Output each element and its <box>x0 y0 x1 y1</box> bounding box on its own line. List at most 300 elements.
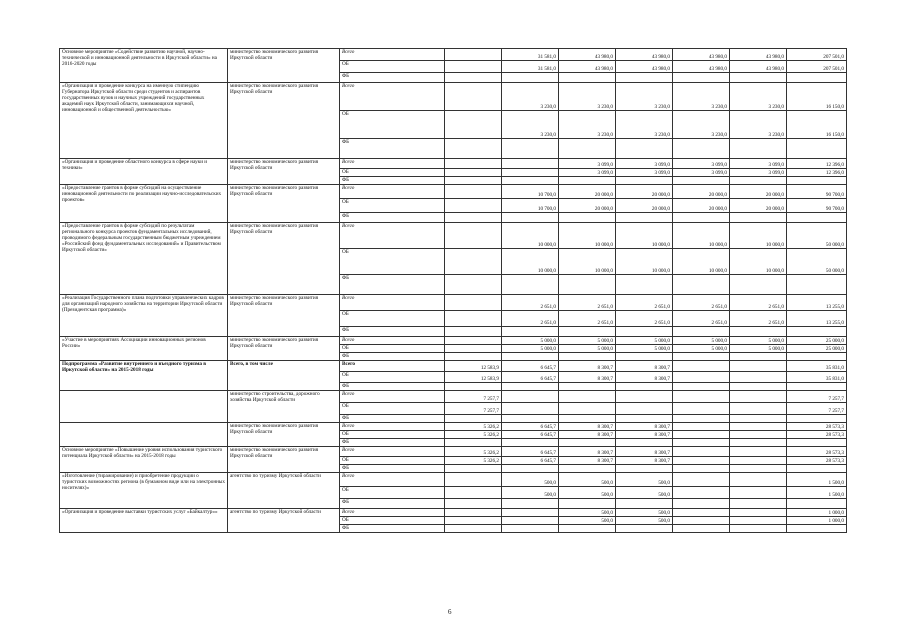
value-cell <box>445 311 502 327</box>
source-cell: ФБ <box>340 275 445 295</box>
value-cell: 28 573,3 <box>787 423 847 431</box>
value-cell: 8 300,7 <box>559 372 616 383</box>
value-cell <box>559 73 616 83</box>
value-cell: 5 000,0 <box>673 345 730 353</box>
table-row <box>60 185 847 199</box>
value-cell: 3 230,0 <box>616 111 673 139</box>
value-cell <box>787 353 847 361</box>
value-cell: 28 573,3 <box>787 447 847 457</box>
value-cell <box>787 439 847 447</box>
value-cell <box>730 213 787 223</box>
value-cell: 20 000,0 <box>616 199 673 213</box>
value-cell <box>787 73 847 83</box>
value-cell: 20 000,0 <box>673 185 730 199</box>
value-cell: 6 645,7 <box>502 431 559 439</box>
value-cell <box>673 517 730 525</box>
table-row <box>60 223 847 249</box>
value-cell <box>616 403 673 415</box>
value-cell <box>445 295 502 311</box>
value-cell: 35 831,0 <box>787 361 847 372</box>
value-cell <box>445 223 502 249</box>
value-cell: 43 980,0 <box>559 61 616 73</box>
value-cell: 3 230,0 <box>502 111 559 139</box>
value-cell <box>673 499 730 509</box>
source-cell: ОБ <box>340 199 445 213</box>
value-cell: 20 000,0 <box>673 199 730 213</box>
table-row <box>60 447 847 457</box>
value-cell <box>730 473 787 487</box>
value-cell: 3 099,0 <box>616 159 673 169</box>
value-cell: 20 000,0 <box>730 185 787 199</box>
table-row <box>60 337 847 345</box>
value-cell: 10 000,0 <box>730 249 787 275</box>
value-cell <box>559 353 616 361</box>
source-cell: ФБ <box>340 139 445 159</box>
value-cell: 12 396,0 <box>787 159 847 169</box>
value-cell: 8 300,7 <box>616 361 673 372</box>
value-cell: 8 300,7 <box>559 457 616 465</box>
value-cell: 8 300,7 <box>559 431 616 439</box>
value-cell <box>787 213 847 223</box>
value-cell <box>616 415 673 423</box>
value-cell: 20 000,0 <box>559 199 616 213</box>
value-cell <box>445 499 502 509</box>
table-row <box>60 361 847 372</box>
value-cell <box>673 372 730 383</box>
value-cell: 2 651,0 <box>730 311 787 327</box>
value-cell: 7 257,7 <box>445 391 502 403</box>
table-row <box>60 509 847 517</box>
value-cell: 2 651,0 <box>502 311 559 327</box>
value-cell <box>673 457 730 465</box>
value-cell: 3 099,0 <box>673 169 730 177</box>
table-row <box>60 423 847 431</box>
value-cell <box>673 423 730 431</box>
value-cell: 8 300,7 <box>616 431 673 439</box>
value-cell <box>730 177 787 185</box>
value-cell: 1 500,0 <box>787 487 847 499</box>
value-cell <box>730 383 787 391</box>
source-cell: Всего <box>340 361 445 372</box>
value-cell <box>730 517 787 525</box>
value-cell <box>559 327 616 337</box>
value-cell: 90 700,0 <box>787 199 847 213</box>
value-cell: 50 000,0 <box>787 223 847 249</box>
value-cell <box>445 139 502 159</box>
source-cell: Всего <box>340 509 445 517</box>
table-row <box>60 391 847 403</box>
value-cell: 28 573,3 <box>787 457 847 465</box>
table-row <box>60 83 847 111</box>
source-cell: ОБ <box>340 345 445 353</box>
value-cell: 2 651,0 <box>559 311 616 327</box>
value-cell <box>502 403 559 415</box>
source-cell: Всего <box>340 159 445 169</box>
value-cell: 43 980,0 <box>559 49 616 61</box>
value-cell: 90 700,0 <box>787 185 847 199</box>
source-cell: ОБ <box>340 403 445 415</box>
value-cell: 5 000,0 <box>730 337 787 345</box>
value-cell <box>730 275 787 295</box>
value-cell <box>616 499 673 509</box>
value-cell: 10 700,0 <box>502 185 559 199</box>
value-cell <box>502 509 559 517</box>
value-cell <box>730 447 787 457</box>
value-cell <box>502 139 559 159</box>
value-cell <box>673 361 730 372</box>
value-cell: 3 230,0 <box>616 83 673 111</box>
value-cell <box>673 353 730 361</box>
source-cell: ФБ <box>340 327 445 337</box>
page-number: 6 <box>448 608 452 616</box>
value-cell <box>787 525 847 533</box>
source-cell: Всего <box>340 337 445 345</box>
value-cell <box>730 439 787 447</box>
value-cell <box>787 499 847 509</box>
value-cell: 3 099,0 <box>730 169 787 177</box>
value-cell <box>673 415 730 423</box>
source-cell: ОБ <box>340 61 445 73</box>
value-cell: 43 980,0 <box>616 49 673 61</box>
value-cell <box>445 473 502 487</box>
value-cell <box>730 509 787 517</box>
value-cell: 10 000,0 <box>673 249 730 275</box>
value-cell <box>502 525 559 533</box>
value-cell <box>673 509 730 517</box>
value-cell: 7 257,7 <box>787 391 847 403</box>
activity-cell <box>60 423 228 447</box>
value-cell <box>559 391 616 403</box>
executor-cell: министерство экономического развития Иркутской области <box>228 223 340 295</box>
value-cell <box>445 415 502 423</box>
value-cell <box>445 111 502 139</box>
value-cell: 500,0 <box>616 487 673 499</box>
value-cell: 8 300,7 <box>559 447 616 457</box>
value-cell <box>673 177 730 185</box>
value-cell: 3 230,0 <box>730 83 787 111</box>
executor-cell: министерство экономического развития Иркутской области <box>228 447 340 473</box>
value-cell <box>673 465 730 473</box>
source-cell: ФБ <box>340 499 445 509</box>
value-cell: 5 326,2 <box>445 431 502 439</box>
value-cell <box>616 439 673 447</box>
activity-cell: «Реализация Государственного плана подготовки управленческих кадров для организаций народного хозяйства на территории Иркутской области (Президентская программа)» <box>60 295 228 337</box>
source-cell: Всего <box>340 49 445 61</box>
value-cell <box>445 337 502 345</box>
value-cell <box>673 139 730 159</box>
value-cell <box>445 517 502 525</box>
value-cell: 2 651,0 <box>616 295 673 311</box>
value-cell <box>730 465 787 473</box>
value-cell <box>445 487 502 499</box>
value-cell <box>559 525 616 533</box>
value-cell: 3 099,0 <box>616 169 673 177</box>
value-cell <box>559 275 616 295</box>
budget-table <box>59 48 847 533</box>
value-cell: 5 000,0 <box>559 345 616 353</box>
source-cell: ФБ <box>340 415 445 423</box>
value-cell: 5 000,0 <box>502 337 559 345</box>
value-cell: 500,0 <box>559 473 616 487</box>
source-cell: ОБ <box>340 487 445 499</box>
source-cell: ОБ <box>340 517 445 525</box>
source-cell: Всего <box>340 83 445 111</box>
value-cell <box>445 61 502 73</box>
value-cell: 12 396,0 <box>787 169 847 177</box>
value-cell <box>616 465 673 473</box>
value-cell <box>445 185 502 199</box>
value-cell <box>559 383 616 391</box>
value-cell: 10 000,0 <box>616 223 673 249</box>
executor-cell: министерство экономического развития Иркутской области <box>228 159 340 185</box>
value-cell: 500,0 <box>616 517 673 525</box>
value-cell: 10 000,0 <box>616 249 673 275</box>
value-cell: 8 300,7 <box>616 447 673 457</box>
value-cell <box>445 49 502 61</box>
value-cell <box>730 499 787 509</box>
value-cell: 3 230,0 <box>559 83 616 111</box>
value-cell: 500,0 <box>559 487 616 499</box>
source-cell: ФБ <box>340 73 445 83</box>
value-cell: 13 255,0 <box>787 295 847 311</box>
value-cell <box>673 73 730 83</box>
value-cell <box>559 499 616 509</box>
value-cell: 25 000,0 <box>787 345 847 353</box>
value-cell <box>616 73 673 83</box>
activity-cell: «Организация и проведение выставки туристских услуг «Байкалтур»» <box>60 509 228 533</box>
value-cell: 16 150,0 <box>787 111 847 139</box>
table-row <box>60 159 847 169</box>
value-cell: 6 645,7 <box>502 457 559 465</box>
value-cell: 2 651,0 <box>673 295 730 311</box>
value-cell <box>730 372 787 383</box>
value-cell <box>730 327 787 337</box>
value-cell: 10 000,0 <box>502 223 559 249</box>
value-cell <box>616 327 673 337</box>
value-cell <box>616 139 673 159</box>
value-cell <box>616 391 673 403</box>
value-cell: 12 583,9 <box>445 372 502 383</box>
source-cell: ФБ <box>340 177 445 185</box>
value-cell <box>730 415 787 423</box>
value-cell <box>616 275 673 295</box>
value-cell: 3 230,0 <box>502 83 559 111</box>
value-cell: 2 651,0 <box>616 311 673 327</box>
source-cell: Всего <box>340 185 445 199</box>
executor-cell: агентство по туризму Иркутской области <box>228 509 340 533</box>
value-cell: 28 573,3 <box>787 431 847 439</box>
value-cell: 7 257,7 <box>787 403 847 415</box>
value-cell <box>445 327 502 337</box>
value-cell <box>502 465 559 473</box>
value-cell: 5 000,0 <box>559 337 616 345</box>
value-cell: 3 099,0 <box>559 169 616 177</box>
value-cell <box>445 177 502 185</box>
value-cell: 3 230,0 <box>730 111 787 139</box>
value-cell <box>559 139 616 159</box>
value-cell <box>787 327 847 337</box>
value-cell: 5 000,0 <box>673 337 730 345</box>
value-cell <box>445 383 502 391</box>
value-cell <box>559 403 616 415</box>
value-cell: 500,0 <box>502 487 559 499</box>
value-cell <box>502 383 559 391</box>
source-cell: ФБ <box>340 525 445 533</box>
value-cell: 6 645,7 <box>502 423 559 431</box>
value-cell: 3 230,0 <box>673 83 730 111</box>
value-cell: 500,0 <box>616 509 673 517</box>
source-cell: ФБ <box>340 439 445 447</box>
value-cell: 500,0 <box>559 509 616 517</box>
source-cell: Всего <box>340 223 445 249</box>
value-cell <box>445 249 502 275</box>
value-cell: 20 000,0 <box>730 199 787 213</box>
value-cell: 6 645,7 <box>502 372 559 383</box>
executor-cell: Всего, в том числе <box>228 361 340 391</box>
value-cell <box>616 213 673 223</box>
source-cell: Всего <box>340 391 445 403</box>
value-cell <box>787 415 847 423</box>
value-cell: 8 300,7 <box>616 372 673 383</box>
value-cell <box>673 431 730 439</box>
value-cell: 25 000,0 <box>787 337 847 345</box>
value-cell <box>787 465 847 473</box>
value-cell <box>673 525 730 533</box>
value-cell <box>730 139 787 159</box>
source-cell: ОБ <box>340 169 445 177</box>
value-cell: 43 980,0 <box>730 49 787 61</box>
source-cell: Всего <box>340 423 445 431</box>
source-cell: ОБ <box>340 372 445 383</box>
value-cell: 8 300,7 <box>559 423 616 431</box>
value-cell <box>445 213 502 223</box>
value-cell: 2 651,0 <box>502 295 559 311</box>
value-cell <box>673 327 730 337</box>
value-cell: 8 300,7 <box>616 423 673 431</box>
value-cell <box>502 499 559 509</box>
activity-cell: Подпрограмма «Развитие внутреннего и въездного туризма в Иркутской области» на 2015-2018 годы <box>60 361 228 391</box>
value-cell <box>730 403 787 415</box>
value-cell: 5 326,2 <box>445 447 502 457</box>
table-row <box>60 295 847 311</box>
value-cell <box>673 487 730 499</box>
value-cell: 20 000,0 <box>559 185 616 199</box>
value-cell: 31 581,0 <box>502 49 559 61</box>
value-cell: 1 000,0 <box>787 517 847 525</box>
value-cell <box>730 361 787 372</box>
value-cell <box>673 213 730 223</box>
value-cell <box>445 83 502 111</box>
activity-cell: «Изготовление (тиражирование) и приобретение продукции о туристских возможностях региона (в бумажном виде или на электронных носителях)» <box>60 473 228 509</box>
value-cell: 10 000,0 <box>673 223 730 249</box>
value-cell <box>502 213 559 223</box>
activity-cell: Основное мероприятие «Повышение уровня использования туристского потенциала Иркутской области» на 2015-2018 годы <box>60 447 228 473</box>
value-cell <box>730 353 787 361</box>
value-cell: 43 980,0 <box>673 49 730 61</box>
value-cell: 13 255,0 <box>787 311 847 327</box>
value-cell: 3 230,0 <box>673 111 730 139</box>
value-cell: 5 000,0 <box>730 345 787 353</box>
source-cell: ОБ <box>340 457 445 465</box>
value-cell: 8 300,7 <box>616 457 673 465</box>
value-cell <box>559 177 616 185</box>
value-cell <box>502 391 559 403</box>
value-cell: 2 651,0 <box>559 295 616 311</box>
value-cell: 10 000,0 <box>730 223 787 249</box>
value-cell: 1 500,0 <box>787 473 847 487</box>
value-cell <box>502 275 559 295</box>
executor-cell: министерство экономического развития Иркутской области <box>228 49 340 83</box>
value-cell: 207 501,0 <box>787 49 847 61</box>
value-cell <box>502 517 559 525</box>
value-cell: 500,0 <box>502 473 559 487</box>
value-cell <box>502 327 559 337</box>
activity-cell <box>60 391 228 423</box>
value-cell: 6 645,7 <box>502 361 559 372</box>
value-cell: 6 645,7 <box>502 447 559 457</box>
value-cell <box>559 465 616 473</box>
value-cell: 5 000,0 <box>502 345 559 353</box>
value-cell <box>445 345 502 353</box>
value-cell <box>673 447 730 457</box>
value-cell <box>502 169 559 177</box>
value-cell: 10 700,0 <box>502 199 559 213</box>
value-cell <box>559 213 616 223</box>
source-cell: ОБ <box>340 431 445 439</box>
value-cell <box>445 525 502 533</box>
value-cell <box>730 391 787 403</box>
value-cell: 5 326,2 <box>445 457 502 465</box>
value-cell <box>445 159 502 169</box>
table-row <box>60 473 847 487</box>
value-cell: 7 257,7 <box>445 403 502 415</box>
value-cell <box>673 439 730 447</box>
source-cell: ФБ <box>340 353 445 361</box>
value-cell <box>730 431 787 439</box>
value-cell <box>673 473 730 487</box>
source-cell: ФБ <box>340 213 445 223</box>
value-cell: 16 150,0 <box>787 83 847 111</box>
executor-cell: министерство строительства, дорожного хозяйства Иркутской области <box>228 391 340 423</box>
executor-cell: агентство по туризму Иркутской области <box>228 473 340 509</box>
executor-cell: министерство экономического развития Иркутской области <box>228 295 340 337</box>
value-cell: 500,0 <box>616 473 673 487</box>
activity-cell: «Участие в мероприятиях Ассоциации инновационных регионов России» <box>60 337 228 361</box>
value-cell <box>445 73 502 83</box>
value-cell: 3 099,0 <box>559 159 616 169</box>
value-cell <box>730 487 787 499</box>
value-cell <box>730 423 787 431</box>
value-cell <box>787 139 847 159</box>
value-cell <box>730 73 787 83</box>
value-cell <box>445 199 502 213</box>
value-cell <box>502 73 559 83</box>
value-cell <box>445 275 502 295</box>
value-cell: 10 000,0 <box>502 249 559 275</box>
value-cell <box>445 439 502 447</box>
value-cell: 20 000,0 <box>616 185 673 199</box>
source-cell: Всего <box>340 295 445 311</box>
value-cell <box>616 177 673 185</box>
value-cell <box>730 457 787 465</box>
value-cell <box>730 525 787 533</box>
source-cell: ОБ <box>340 111 445 139</box>
value-cell: 31 581,0 <box>502 61 559 73</box>
value-cell: 5 000,0 <box>616 345 673 353</box>
source-cell: ФБ <box>340 465 445 473</box>
value-cell: 43 980,0 <box>730 61 787 73</box>
executor-cell: министерство экономического развития Иркутской области <box>228 83 340 159</box>
